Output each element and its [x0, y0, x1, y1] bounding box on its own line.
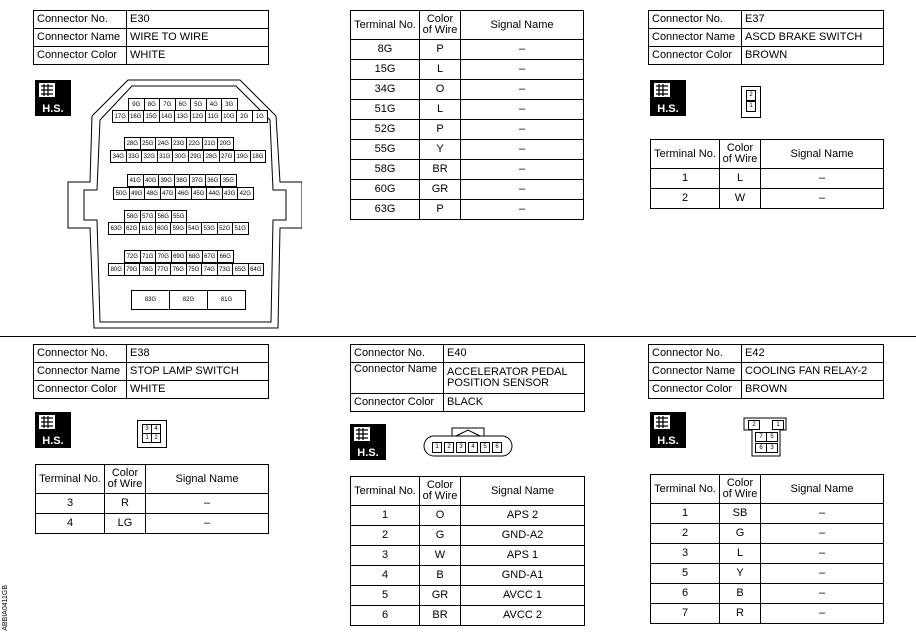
terminal-no-cell: 51G [351, 100, 420, 120]
signal-name-cell: AVCC 2 [461, 606, 585, 626]
signal-name-cell: – [146, 514, 269, 534]
pin: 30G [172, 150, 189, 163]
table-row [351, 586, 585, 606]
table-row [351, 120, 584, 140]
label-connector-no: Connector No. [351, 345, 444, 363]
signal-name-cell: GND-A1 [461, 566, 585, 586]
wire-color-cell: B [420, 566, 461, 586]
pin: 66G [217, 250, 234, 263]
pin: 52G [217, 222, 234, 235]
connector-name: ACCELERATOR PEDAL POSITION SENSOR [444, 363, 585, 394]
wire-color-cell: Y [420, 140, 461, 160]
terminal-no-cell: 4 [351, 566, 420, 586]
table-row [651, 169, 884, 189]
terminal-no-cell: 15G [351, 60, 420, 80]
header-wire-color: Color of Wire [420, 11, 461, 40]
header-signal-name: Signal Name [761, 475, 884, 504]
pin: 23G [171, 137, 188, 150]
wire-color-cell: LG [105, 514, 146, 534]
signal-name-cell: – [761, 544, 884, 564]
wire-color-cell: SB [720, 504, 761, 524]
pin: 7 [755, 432, 767, 442]
svg-text:H.S.: H.S. [657, 103, 679, 115]
pin: 81G [207, 290, 246, 310]
wire-color-cell: BR [420, 606, 461, 626]
section-divider [0, 336, 916, 337]
connector-name: STOP LAMP SWITCH [127, 363, 269, 381]
signal-name-cell: – [461, 100, 584, 120]
pin: 24G [155, 137, 172, 150]
terminal-no-cell: 4 [36, 514, 105, 534]
terminal-no-cell: 1 [651, 169, 720, 189]
pin: 16G [128, 110, 145, 123]
terminal-no-cell: 1 [651, 504, 720, 524]
table-row [351, 80, 584, 100]
signal-name-cell: AVCC 1 [461, 586, 585, 606]
pin: 22G [186, 137, 203, 150]
pin: 54G [186, 222, 203, 235]
terminal-no-cell: 60G [351, 180, 420, 200]
wire-color-cell: W [720, 189, 761, 209]
pin: 5 [480, 442, 490, 453]
pin: 15G [143, 110, 160, 123]
terminal-table-e30 [350, 10, 584, 220]
signal-name-cell: APS 2 [461, 506, 585, 526]
pin: 9G [128, 98, 145, 111]
header-wire-color: Color of Wire [720, 475, 761, 504]
connector-no: E42 [742, 345, 884, 363]
label-connector-color: Connector Color [34, 47, 127, 65]
header-wire-color: Color of Wire [720, 140, 761, 169]
pin: 2 [748, 420, 760, 430]
connector-no: E38 [127, 345, 269, 363]
connector-color: WHITE [127, 381, 269, 399]
table-row [651, 504, 884, 524]
table-row [351, 140, 584, 160]
pin: 25G [140, 137, 157, 150]
terminal-no-cell: 55G [351, 140, 420, 160]
signal-name-cell: APS 1 [461, 546, 585, 566]
connector-name: WIRE TO WIRE [127, 29, 269, 47]
pin: 45G [191, 187, 208, 200]
pin: 48G [144, 187, 161, 200]
connector-name: COOLING FAN RELAY-2 [742, 363, 884, 381]
pin: 19G [234, 150, 251, 163]
terminal-no-cell: 3 [36, 494, 105, 514]
table-row [36, 494, 269, 514]
pin: 62G [124, 222, 141, 235]
pin: 51G [232, 222, 249, 235]
pin: 63G [108, 222, 125, 235]
terminal-no-cell: 8G [351, 40, 420, 60]
connector-e38-face [137, 420, 167, 448]
pin: 5G [190, 98, 207, 111]
harness-side-icon [35, 412, 71, 448]
table-row [351, 40, 584, 60]
wire-color-cell: O [420, 506, 461, 526]
pin: 35G [220, 174, 237, 187]
connector-info-e30 [33, 10, 269, 65]
pin: 60G [155, 222, 172, 235]
connector-no: E40 [444, 345, 585, 363]
pin: 70G [155, 250, 172, 263]
pin: 53G [201, 222, 218, 235]
header-wire-color: Color of Wire [420, 477, 461, 506]
label-connector-color: Connector Color [34, 381, 127, 399]
wire-color-cell: Y [720, 564, 761, 584]
terminal-no-cell: 5 [351, 586, 420, 606]
connector-name: ASCD BRAKE SWITCH [742, 29, 884, 47]
header-terminal-no: Terminal No. [651, 140, 720, 169]
header-terminal-no: Terminal No. [36, 465, 105, 494]
signal-name-cell: – [761, 564, 884, 584]
pin: 68G [186, 250, 203, 263]
pin: 6G [175, 98, 192, 111]
wire-color-cell: W [420, 546, 461, 566]
connector-no: E30 [127, 11, 269, 29]
signal-name-cell: – [761, 169, 884, 189]
header-terminal-no: Terminal No. [651, 475, 720, 504]
wire-color-cell: P [420, 120, 461, 140]
signal-name-cell: – [461, 140, 584, 160]
table-row [651, 604, 884, 624]
connector-info-e37 [648, 10, 884, 65]
terminal-table-e37 [650, 139, 884, 209]
pin: 49G [129, 187, 146, 200]
terminal-no-cell: 5 [651, 564, 720, 584]
wire-color-cell: G [720, 524, 761, 544]
wire-color-cell: L [720, 169, 761, 189]
pin: 78G [139, 263, 156, 276]
table-row [651, 524, 884, 544]
pin: 58G [124, 210, 141, 223]
label-connector-no: Connector No. [34, 345, 127, 363]
terminal-no-cell: 2 [651, 524, 720, 544]
terminal-no-cell: 6 [651, 584, 720, 604]
pin: 4G [206, 98, 223, 111]
pin: 46G [175, 187, 192, 200]
pin: 57G [140, 210, 157, 223]
signal-name-cell: – [461, 200, 584, 220]
pin: 82G [169, 290, 208, 310]
pin: 17G [112, 110, 129, 123]
label-connector-name: Connector Name [351, 363, 444, 394]
pin: 12G [190, 110, 207, 123]
pin: 6 [492, 442, 502, 453]
pin: 55G [171, 210, 188, 223]
pin: 44G [206, 187, 223, 200]
wire-color-cell: L [420, 60, 461, 80]
pin: 40G [143, 174, 160, 187]
pin: 4 [468, 442, 478, 453]
terminal-no-cell: 34G [351, 80, 420, 100]
label-connector-name: Connector Name [649, 363, 742, 381]
terminal-no-cell: 3 [651, 544, 720, 564]
signal-name-cell: – [461, 60, 584, 80]
signal-name-cell: – [761, 504, 884, 524]
header-wire-color: Color of Wire [105, 465, 146, 494]
wire-color-cell: R [105, 494, 146, 514]
pin: 11G [205, 110, 222, 123]
table-row [651, 189, 884, 209]
pin: 4 [151, 424, 161, 434]
signal-name-cell: – [761, 524, 884, 544]
terminal-table-e40 [350, 476, 585, 626]
terminal-table-e38 [35, 464, 269, 534]
header-terminal-no: Terminal No. [351, 11, 420, 40]
pin: 75G [186, 263, 203, 276]
header-signal-name: Signal Name [461, 11, 584, 40]
connector-color: WHITE [127, 47, 269, 65]
label-connector-name: Connector Name [34, 29, 127, 47]
connector-info-e42 [648, 344, 884, 399]
image-code: ABBIA0411GB [2, 585, 9, 631]
pin: 20G [217, 137, 234, 150]
pin: 77G [155, 263, 172, 276]
pin: 43G [222, 187, 239, 200]
terminal-no-cell: 3 [351, 546, 420, 566]
signal-name-cell: – [461, 160, 584, 180]
signal-name-cell: – [761, 584, 884, 604]
wire-color-cell: L [420, 100, 461, 120]
table-row [351, 160, 584, 180]
table-row [351, 606, 585, 626]
wire-color-cell: R [720, 604, 761, 624]
pin: 72G [124, 250, 141, 263]
pin: 47G [160, 187, 177, 200]
pin: 33G [126, 150, 143, 163]
label-connector-color: Connector Color [351, 394, 444, 412]
svg-text:H.S.: H.S. [42, 435, 64, 447]
pin: 34G [110, 150, 127, 163]
label-connector-no: Connector No. [649, 11, 742, 29]
pin: 41G [127, 174, 144, 187]
connector-e37-face [741, 86, 761, 118]
harness-side-icon [650, 80, 686, 116]
pin: 1 [432, 442, 442, 453]
signal-name-cell: – [461, 40, 584, 60]
header-signal-name: Signal Name [761, 140, 884, 169]
wire-color-cell: GR [420, 180, 461, 200]
wire-color-cell: L [720, 544, 761, 564]
pin: 32G [141, 150, 158, 163]
pin: 8G [144, 98, 161, 111]
wire-color-cell: GR [420, 586, 461, 606]
connector-color: BROWN [742, 381, 884, 399]
terminal-no-cell: 6 [351, 606, 420, 626]
pin: 67G [202, 250, 219, 263]
pin: 28G [124, 137, 141, 150]
connector-color: BROWN [742, 47, 884, 65]
pin: 2 [444, 442, 454, 453]
pin: 1G [252, 110, 269, 123]
pin: 2 [746, 90, 756, 101]
header-terminal-no: Terminal No. [351, 477, 420, 506]
pin: 50G [113, 187, 130, 200]
pin: 28G [203, 150, 220, 163]
pin: 69G [171, 250, 188, 263]
pin: 21G [202, 137, 219, 150]
pin: 31G [157, 150, 174, 163]
label-connector-color: Connector Color [649, 47, 742, 65]
table-row [351, 60, 584, 80]
pin: 3 [142, 424, 152, 434]
signal-name-cell: – [461, 120, 584, 140]
pin: 14G [159, 110, 176, 123]
pin: 1 [746, 101, 756, 112]
signal-name-cell: – [461, 80, 584, 100]
table-row [351, 546, 585, 566]
table-row [651, 584, 884, 604]
wire-color-cell: P [420, 40, 461, 60]
pin: 3 [456, 442, 466, 453]
terminal-no-cell: 52G [351, 120, 420, 140]
pin: 29G [188, 150, 205, 163]
pin: 56G [155, 210, 172, 223]
pin: 39G [158, 174, 175, 187]
terminal-no-cell: 7 [651, 604, 720, 624]
pin: 83G [131, 290, 170, 310]
pin: 59G [170, 222, 187, 235]
harness-side-icon [650, 412, 686, 448]
wire-color-cell: P [420, 200, 461, 220]
terminal-table-e42 [650, 474, 884, 624]
header-signal-name: Signal Name [461, 477, 585, 506]
pin: 64G [248, 263, 265, 276]
pin: 3G [221, 98, 238, 111]
pin: 27G [219, 150, 236, 163]
svg-text:H.S.: H.S. [657, 435, 679, 447]
table-row [651, 564, 884, 584]
label-connector-no: Connector No. [649, 345, 742, 363]
table-row [651, 544, 884, 564]
pin: 71G [140, 250, 157, 263]
connector-color: BLACK [444, 394, 585, 412]
harness-side-icon [350, 424, 386, 460]
label-connector-no: Connector No. [34, 11, 127, 29]
terminal-no-cell: 2 [351, 526, 420, 546]
svg-text:H.S.: H.S. [357, 447, 379, 459]
signal-name-cell: – [461, 180, 584, 200]
wire-color-cell: O [420, 80, 461, 100]
pin: 36G [205, 174, 222, 187]
pin: 2G [236, 110, 253, 123]
label-connector-color: Connector Color [649, 381, 742, 399]
pin: 3 [766, 443, 778, 453]
label-connector-name: Connector Name [34, 363, 127, 381]
connector-info-e38 [33, 344, 269, 399]
table-row [351, 100, 584, 120]
connector-no: E37 [742, 11, 884, 29]
pin: 38G [174, 174, 191, 187]
signal-name-cell: – [761, 604, 884, 624]
pin: 1 [772, 420, 784, 430]
table-row [351, 566, 585, 586]
pin: 2 [151, 433, 161, 443]
pin: 65G [232, 263, 249, 276]
pin: 37G [189, 174, 206, 187]
terminal-no-cell: 63G [351, 200, 420, 220]
pin: 79G [124, 263, 141, 276]
table-row [351, 180, 584, 200]
pin: 1 [142, 433, 152, 443]
pin: 73G [217, 263, 234, 276]
table-row [351, 200, 584, 220]
table-row [351, 506, 585, 526]
pin: 5 [766, 432, 778, 442]
table-row [351, 526, 585, 546]
pin: 13G [174, 110, 191, 123]
terminal-no-cell: 58G [351, 160, 420, 180]
pin: 74G [201, 263, 218, 276]
pin: 76G [170, 263, 187, 276]
label-connector-name: Connector Name [649, 29, 742, 47]
terminal-no-cell: 1 [351, 506, 420, 526]
wire-color-cell: B [720, 584, 761, 604]
signal-name-cell: GND-A2 [461, 526, 585, 546]
pin: 42G [237, 187, 254, 200]
pin: 7G [159, 98, 176, 111]
signal-name-cell: – [146, 494, 269, 514]
header-signal-name: Signal Name [146, 465, 269, 494]
pin: 18G [250, 150, 267, 163]
hs-label: H.S. [42, 103, 64, 115]
signal-name-cell: – [761, 189, 884, 209]
connector-info-e40 [350, 344, 585, 412]
pin: 6 [755, 443, 767, 453]
wire-color-cell: G [420, 526, 461, 546]
pin: 10G [221, 110, 238, 123]
table-row [36, 514, 269, 534]
pin: 61G [139, 222, 156, 235]
terminal-no-cell: 2 [651, 189, 720, 209]
wire-color-cell: BR [420, 160, 461, 180]
pin: 80G [108, 263, 125, 276]
